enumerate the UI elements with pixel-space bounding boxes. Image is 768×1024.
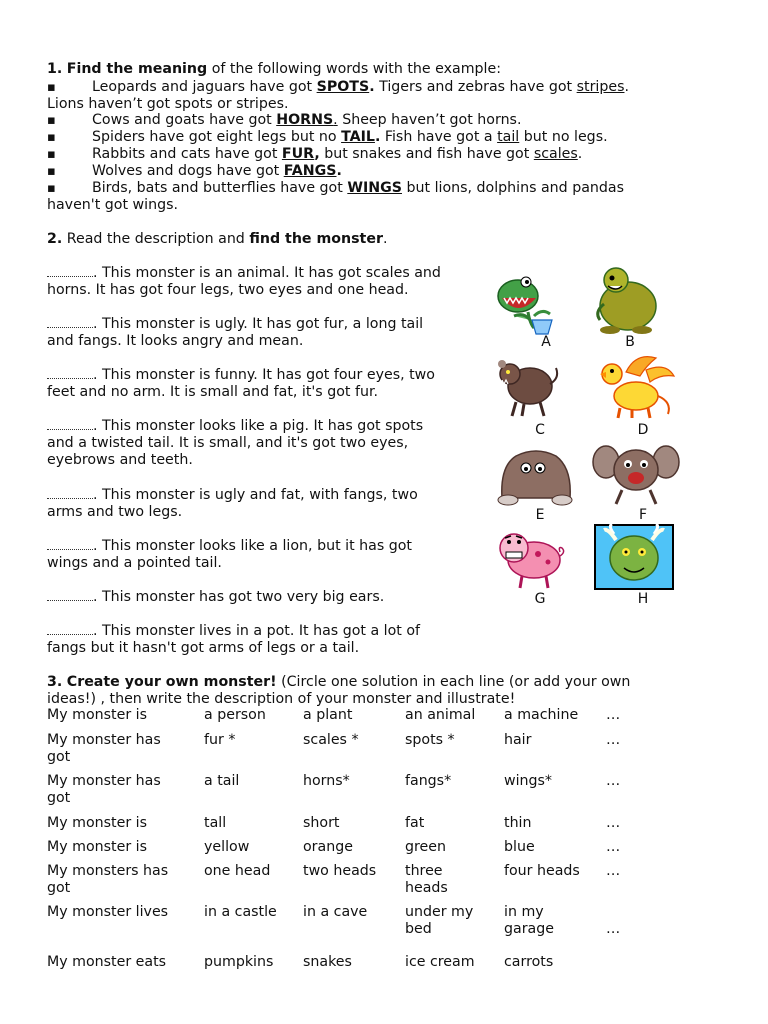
option-cell[interactable]: orange bbox=[303, 839, 353, 855]
option-cell[interactable]: … bbox=[606, 707, 621, 723]
keyword-fangs: FANGS bbox=[283, 163, 337, 179]
keyword-spots: SPOTS bbox=[316, 79, 370, 95]
option-cell[interactable]: in a cave bbox=[303, 904, 368, 920]
section1-title: Find the meaning bbox=[66, 61, 208, 77]
text: . bbox=[374, 129, 381, 145]
desc-line bbox=[47, 589, 384, 606]
row-label: My monster has got bbox=[47, 732, 161, 765]
option-cell[interactable]: … bbox=[606, 773, 621, 789]
text: . bbox=[336, 163, 342, 179]
option-cell[interactable]: thin bbox=[504, 815, 532, 831]
monster-f-big-ears-illustration bbox=[592, 440, 680, 508]
row-label: My monster lives bbox=[47, 904, 169, 920]
text: Birds, bats and butterflies have got bbox=[92, 180, 348, 196]
text: Fish have got a bbox=[380, 129, 498, 145]
desc-line: and a twisted tail. It is small, and it's got two eyes, bbox=[47, 435, 409, 451]
option-cell[interactable]: … bbox=[606, 921, 621, 937]
bullet-wings-line2: haven't got wings. bbox=[47, 197, 178, 213]
desc-line: fangs but it hasn't got arms of legs or a tail. bbox=[47, 640, 360, 656]
answer-blank[interactable] bbox=[47, 488, 93, 499]
option-cell[interactable]: in a castle bbox=[204, 904, 277, 920]
option-cell[interactable]: fur * bbox=[204, 732, 236, 748]
section3-instructions: ideas!) , then write the description of your monster and illustrate! bbox=[47, 691, 516, 707]
label-g: G bbox=[534, 591, 546, 607]
answer-blank[interactable] bbox=[47, 539, 93, 550]
text: but snakes and fish have got bbox=[319, 146, 534, 162]
word-tail: tail bbox=[497, 129, 520, 145]
option-cell[interactable]: short bbox=[303, 815, 340, 831]
monster-a-plant-illustration bbox=[494, 268, 562, 336]
option-cell[interactable]: one head bbox=[204, 863, 271, 879]
desc-line bbox=[47, 265, 441, 282]
text: . bbox=[624, 79, 629, 95]
section2-title: find the monster bbox=[249, 231, 383, 247]
option-cell[interactable]: two heads bbox=[303, 863, 377, 879]
word-scales: scales bbox=[533, 146, 578, 162]
label-c: C bbox=[535, 422, 545, 438]
text: Rabbits and cats have got bbox=[92, 146, 282, 162]
desc-line bbox=[47, 538, 412, 555]
option-cell[interactable]: fat bbox=[405, 815, 425, 831]
option-cell[interactable]: under my bed bbox=[405, 904, 474, 937]
desc-line: horns. It has got four legs, two eyes and one head. bbox=[47, 282, 409, 298]
text: Sheep haven’t got horns. bbox=[337, 112, 522, 128]
option-cell[interactable]: carrots bbox=[504, 954, 554, 970]
row-label: My monster is bbox=[47, 815, 147, 831]
option-cell[interactable]: … bbox=[606, 839, 621, 855]
option-cell[interactable]: scales * bbox=[303, 732, 359, 748]
answer-blank[interactable] bbox=[47, 368, 93, 379]
option-cell[interactable]: … bbox=[606, 732, 621, 748]
section2-heading bbox=[47, 231, 387, 248]
text: but no legs. bbox=[519, 129, 608, 145]
label-f: F bbox=[638, 507, 648, 523]
section1-title-rest: of the following words with the example: bbox=[207, 61, 501, 77]
text: Read the description and bbox=[62, 231, 250, 247]
option-cell[interactable]: tall bbox=[204, 815, 227, 831]
answer-blank[interactable] bbox=[47, 266, 93, 277]
label-a: A bbox=[541, 334, 551, 350]
section1-number: 1. bbox=[47, 61, 63, 77]
section1-heading bbox=[47, 61, 501, 78]
bullet-fur bbox=[92, 146, 582, 163]
text: . bbox=[382, 231, 388, 247]
text: . This monster lives in a pot. It has got a lot of bbox=[93, 623, 421, 639]
option-cell[interactable]: wings* bbox=[504, 773, 553, 789]
monster-e-furball-illustration bbox=[496, 446, 576, 506]
option-cell[interactable]: a tail bbox=[204, 773, 240, 789]
answer-blank[interactable] bbox=[47, 419, 93, 430]
text: . bbox=[369, 79, 375, 95]
monster-b-troll-illustration bbox=[590, 264, 662, 336]
desc-line bbox=[47, 316, 423, 333]
text: . This monster is an animal. It has got scales and bbox=[93, 265, 441, 281]
text: HORNS bbox=[276, 112, 334, 128]
text: Tigers and zebras have got bbox=[374, 79, 577, 95]
text: . This monster looks like a pig. It has got spots bbox=[93, 418, 424, 434]
bullet-fangs bbox=[92, 163, 342, 180]
desc-line: arms and two legs. bbox=[47, 504, 183, 520]
word-stripes: stripes bbox=[576, 79, 625, 95]
option-cell[interactable]: horns* bbox=[303, 773, 350, 789]
label-b: B bbox=[625, 334, 635, 350]
bullet-tail bbox=[92, 129, 608, 146]
text: Wolves and dogs have got bbox=[92, 163, 284, 179]
bullet-horns bbox=[92, 112, 521, 129]
keyword-wings: WINGS bbox=[347, 180, 402, 196]
monster-d-griffin-illustration bbox=[596, 352, 676, 422]
desc-line bbox=[47, 418, 423, 435]
desc-line: feet and no arm. It is small and fat, it's got fur. bbox=[47, 384, 378, 400]
answer-blank[interactable] bbox=[47, 317, 93, 328]
section3-number: 3. bbox=[47, 674, 63, 690]
text: , bbox=[314, 146, 320, 162]
section3-heading bbox=[47, 674, 630, 691]
option-cell[interactable]: four heads bbox=[504, 863, 580, 879]
option-cell[interactable]: … bbox=[606, 815, 621, 831]
option-cell[interactable]: three heads bbox=[405, 863, 448, 896]
section3-title: Create your own monster! bbox=[66, 674, 277, 690]
keyword-horns bbox=[276, 112, 337, 128]
monster-g-pig-illustration bbox=[494, 526, 568, 590]
option-cell[interactable]: hair bbox=[504, 732, 532, 748]
desc-line bbox=[47, 367, 435, 384]
option-cell[interactable]: a person bbox=[204, 707, 266, 723]
text: . bbox=[577, 146, 583, 162]
section2-number: 2. bbox=[47, 231, 63, 247]
option-cell[interactable]: an animal bbox=[405, 707, 476, 723]
text: . This monster has got two very big ears. bbox=[93, 589, 385, 605]
desc-line bbox=[47, 487, 418, 504]
monster-c-rat-illustration bbox=[494, 354, 560, 420]
answer-blank[interactable] bbox=[47, 624, 93, 635]
option-cell[interactable]: in my garage bbox=[504, 904, 554, 937]
option-cell[interactable]: a plant bbox=[303, 707, 353, 723]
bullet-spots-line2: Lions haven’t got spots or stripes. bbox=[47, 96, 289, 112]
text: . This monster is funny. It has got four eyes, two bbox=[93, 367, 435, 383]
option-cell[interactable]: fangs* bbox=[405, 773, 452, 789]
text: . This monster looks like a lion, but it has got bbox=[93, 538, 412, 554]
label-e: E bbox=[535, 507, 545, 523]
label-d: D bbox=[637, 422, 649, 438]
text: Cows and goats have got bbox=[92, 112, 277, 128]
keyword-tail: TAIL bbox=[341, 129, 375, 145]
option-cell[interactable]: snakes bbox=[303, 954, 352, 970]
row-label: My monster is bbox=[47, 839, 147, 855]
bullet-spots bbox=[92, 79, 629, 96]
option-cell[interactable]: green bbox=[405, 839, 446, 855]
bullet-wings bbox=[92, 180, 624, 197]
desc-line: and fangs. It looks angry and mean. bbox=[47, 333, 304, 349]
option-cell[interactable]: ice cream bbox=[405, 954, 475, 970]
text: (Circle one solution in each line (or add your own bbox=[276, 674, 631, 690]
keyword-fur: FUR bbox=[281, 146, 315, 162]
desc-line: eyebrows and teeth. bbox=[47, 452, 193, 468]
label-h: H bbox=[637, 591, 649, 607]
monster-h-dragon-illustration bbox=[594, 524, 674, 590]
text: but lions, dolphins and pandas bbox=[401, 180, 624, 196]
text: . This monster is ugly. It has got fur, a long tail bbox=[93, 316, 424, 332]
option-cell[interactable]: … bbox=[606, 863, 621, 879]
text: . This monster is ugly and fat, with fangs, two bbox=[93, 487, 418, 503]
text: Spiders have got eight legs but no bbox=[92, 129, 342, 145]
option-cell[interactable]: a machine bbox=[504, 707, 579, 723]
option-cell[interactable]: spots * bbox=[405, 732, 455, 748]
text: Leopards and jaguars have got bbox=[92, 79, 317, 95]
row-label: My monster is bbox=[47, 707, 147, 723]
option-cell[interactable]: pumpkins bbox=[204, 954, 274, 970]
row-label: My monsters has got bbox=[47, 863, 169, 896]
option-cell[interactable]: yellow bbox=[204, 839, 250, 855]
desc-line: wings and a pointed tail. bbox=[47, 555, 222, 571]
option-cell[interactable]: blue bbox=[504, 839, 535, 855]
text: . bbox=[333, 112, 338, 128]
row-label: My monster eats bbox=[47, 954, 167, 970]
answer-blank[interactable] bbox=[47, 590, 93, 601]
desc-line bbox=[47, 623, 420, 640]
row-label: My monster has got bbox=[47, 773, 161, 806]
